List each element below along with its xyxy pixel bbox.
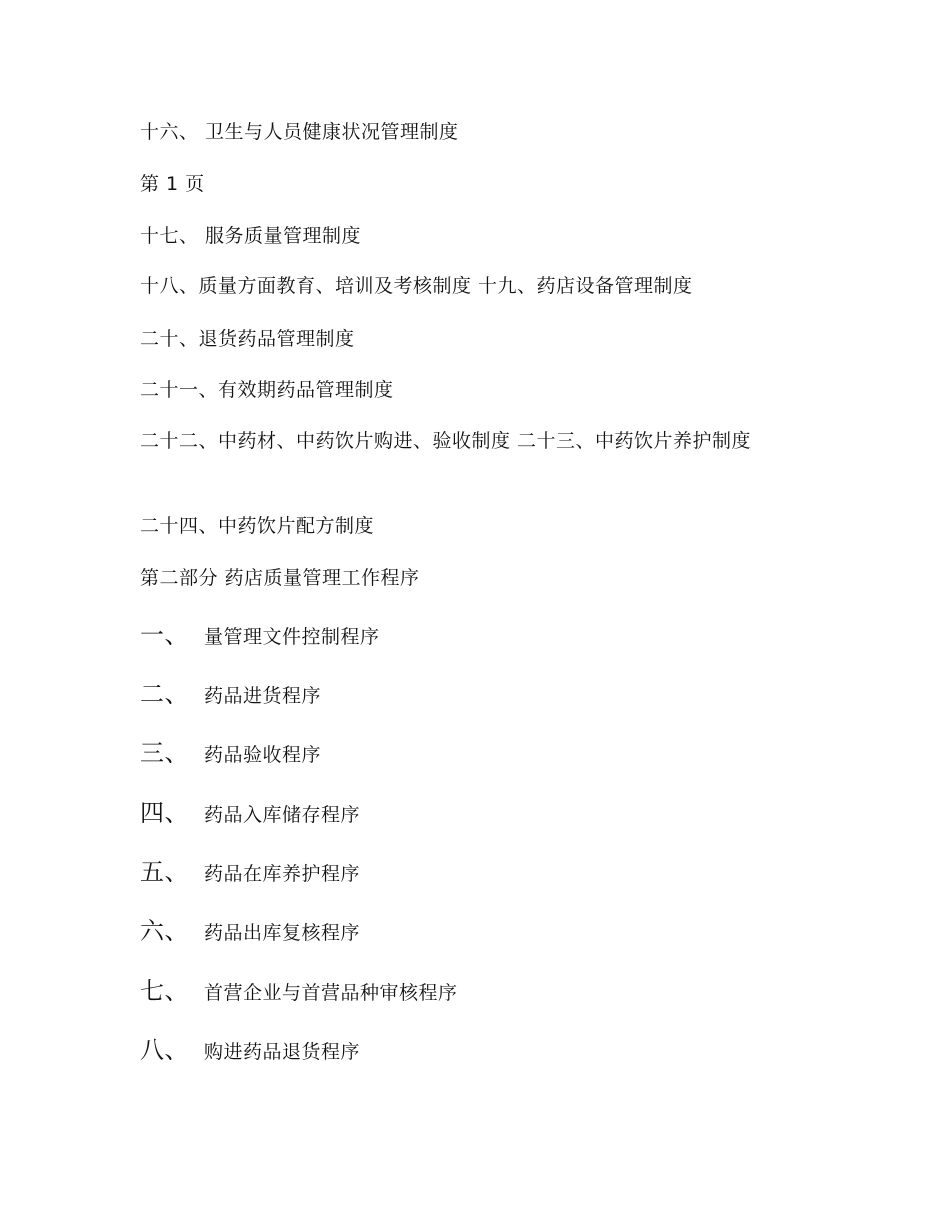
procedure-number: 六、 xyxy=(140,917,189,945)
procedure-item-2 xyxy=(140,678,820,713)
toc-line-18-19: 十八、质量方面教育、培训及考核制度 十九、药店设备管理制度 xyxy=(140,275,693,297)
toc-line-24: 二十四、中药饮片配方制度 xyxy=(140,515,375,537)
procedure-text: 药品在库养护程序 xyxy=(204,863,361,885)
procedure-number: 五、 xyxy=(140,858,189,886)
toc-line-21: 二十一、有效期药品管理制度 xyxy=(140,379,394,401)
procedure-number: 二、 xyxy=(140,680,189,708)
page-number: 第 1 页 xyxy=(140,173,205,195)
toc-line-16: 十六、 卫生与人员健康状况管理制度 xyxy=(140,121,459,143)
procedure-number: 七、 xyxy=(140,977,189,1005)
procedure-number: 一、 xyxy=(140,621,189,649)
procedure-item-1 xyxy=(140,619,820,654)
procedure-item-5 xyxy=(140,856,820,891)
procedure-text: 购进药品退货程序 xyxy=(204,1041,361,1063)
procedure-number: 三、 xyxy=(140,739,189,767)
toc-line-22-23: 二十二、中药材、中药饮片购进、验收制度 二十三、中药饮片养护制度 xyxy=(140,430,752,452)
procedure-text: 首营企业与首营品种审核程序 xyxy=(204,982,458,1004)
section-heading: 第二部分 药店质量管理工作程序 xyxy=(140,567,420,589)
procedure-number: 八、 xyxy=(140,1036,189,1064)
procedure-item-8 xyxy=(140,1034,820,1069)
procedure-text: 药品进货程序 xyxy=(204,685,322,707)
procedure-text: 药品出库复核程序 xyxy=(204,922,361,944)
procedure-text: 药品验收程序 xyxy=(204,744,322,766)
toc-line-20: 二十、退货药品管理制度 xyxy=(140,328,355,350)
procedure-text: 量管理文件控制程序 xyxy=(204,626,380,648)
toc-line-17: 十七、 服务质量管理制度 xyxy=(140,225,362,247)
procedure-item-7 xyxy=(140,975,820,1010)
procedure-text: 药品入库储存程序 xyxy=(204,804,361,826)
procedure-item-3 xyxy=(140,737,820,772)
procedure-item-4 xyxy=(140,797,820,832)
procedure-item-6 xyxy=(140,915,820,950)
procedure-number: 四、 xyxy=(140,799,189,827)
